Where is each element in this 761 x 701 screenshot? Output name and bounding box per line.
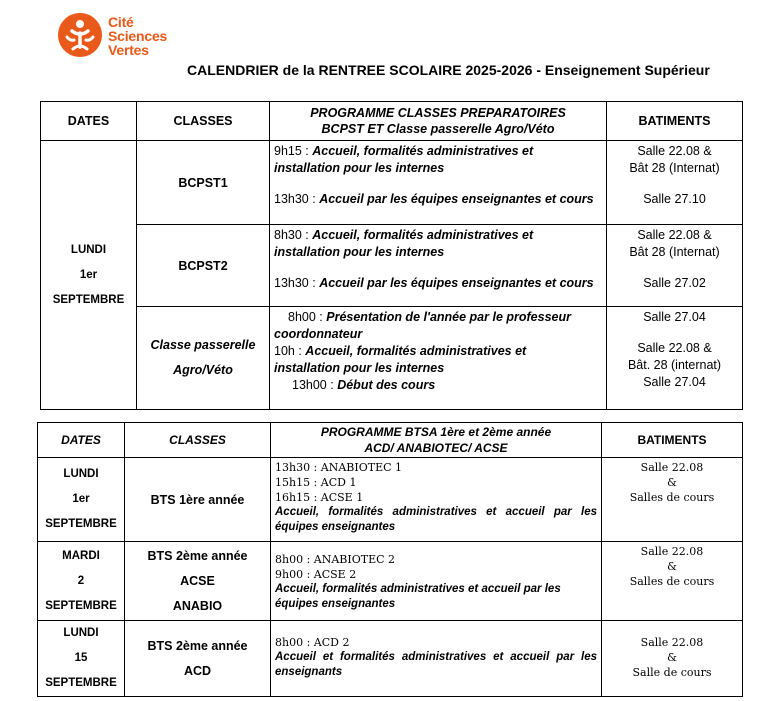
header-classes: CLASSES — [125, 423, 271, 458]
date-cell — [38, 621, 125, 697]
page-title: CALENDRIER de la RENTREE SCOLAIRE 2025-2026 - Enseignement Supérieur — [187, 62, 710, 78]
programme-subtitle: ACD/ ANABIOTEC/ ACSE — [364, 441, 508, 455]
activity: Accueil, formalités administratives et accueil par les équipes enseignantes — [275, 583, 561, 610]
room: & — [667, 560, 677, 573]
time: 9h15 : — [274, 144, 309, 158]
date-month: SEPTEMBRE — [45, 518, 117, 530]
activity: Accueil par les équipes enseignantes et cours — [319, 276, 594, 290]
activity: Présentation de l'année par le professeur — [326, 310, 571, 324]
room: Salle 22.08 — [640, 545, 704, 558]
activity: installation pour les internes — [274, 161, 445, 175]
date-day: LUNDI — [63, 627, 99, 639]
room: & — [667, 476, 677, 489]
activity: Accueil, formalités administratives et — [312, 144, 534, 158]
activity: installation pour les internes — [274, 361, 445, 375]
date-number: 15 — [74, 652, 88, 664]
room: Salle 22.08 & — [637, 228, 712, 242]
time: 8h00 : — [288, 310, 323, 324]
class-cell — [125, 621, 271, 697]
class-line: BTS 2ème année — [147, 548, 248, 563]
programme-subtitle: BCPST ET Classe passerelle Agro/Véto — [321, 122, 555, 136]
date-month: SEPTEMBRE — [45, 599, 117, 612]
room: Salle de cours — [632, 666, 712, 679]
room: Salle 22.08 & — [637, 144, 712, 158]
header-batiments: BATIMENTS — [607, 102, 743, 141]
date-month: SEPTEMBRE — [52, 293, 125, 306]
schedule-line: 13h30 : ANABIOTEC 1 — [275, 461, 403, 474]
room: Salle 22.08 — [640, 461, 704, 474]
class-line: ANABIO — [172, 598, 223, 613]
room: & — [667, 651, 677, 664]
batiment-cell — [607, 225, 743, 307]
class-line: Agro/Véto — [173, 363, 233, 377]
batiment-cell — [602, 542, 743, 621]
date-cell — [38, 542, 125, 621]
header-dates: DATES — [41, 102, 137, 141]
activity: Accueil, formalités administratives et — [305, 344, 527, 358]
activity: Début des cours — [337, 378, 436, 392]
schedule-line: 8h00 : ANABIOTEC 2 — [275, 553, 396, 566]
programme-cell — [271, 542, 602, 621]
batiment-cell — [607, 141, 743, 225]
room: Bât 28 (Internat) — [629, 161, 720, 175]
date-day: MARDI — [62, 549, 100, 562]
programme-cell — [270, 141, 607, 225]
header-row — [41, 102, 743, 141]
header-batiments: BATIMENTS — [602, 423, 743, 458]
room: Bât 28 (Internat) — [629, 245, 720, 259]
logo-line3: Vertes — [108, 42, 149, 58]
header-classes: CLASSES — [137, 102, 270, 141]
date-number: 1er — [72, 493, 90, 505]
time: 13h30 : — [274, 192, 316, 206]
header-programme — [271, 423, 602, 458]
time: 10h : — [274, 344, 302, 358]
schedule-line: 9h00 : ACSE 2 — [275, 568, 357, 581]
header-row — [38, 423, 743, 458]
schedule-line: 8h00 : ACD 2 — [275, 636, 350, 649]
activity: Accueil par les équipes enseignantes et cours — [319, 192, 594, 206]
programme-cell — [271, 458, 602, 542]
batiment-cell — [602, 458, 743, 542]
date-cell — [41, 141, 137, 410]
header-dates: DATES — [38, 423, 125, 458]
programme-cell — [271, 621, 602, 697]
class-cell: BTS 1ère année — [125, 458, 271, 542]
logo-text — [108, 15, 167, 57]
header-programme — [270, 102, 607, 141]
activity: coordonnateur — [274, 327, 363, 341]
table-row — [41, 141, 743, 225]
table-row — [38, 542, 743, 621]
programme-cell — [270, 225, 607, 307]
class-cell: BCPST2 — [137, 225, 270, 307]
programme-title: PROGRAMME CLASSES PREPARATOIRES — [310, 106, 566, 120]
table-row — [38, 621, 743, 697]
activity: Accueil, formalités administratives et accueil par les équipes enseignantes — [275, 506, 597, 533]
programme-cell — [270, 307, 607, 410]
table-row — [41, 307, 743, 410]
prepa-table — [40, 101, 743, 410]
class-line: ACD — [183, 663, 212, 678]
room: Bât. 28 (internat) — [627, 358, 722, 372]
batiment-cell — [602, 621, 743, 697]
table-row — [38, 458, 743, 542]
date-day: LUNDI — [70, 243, 107, 256]
room: Salle 27.04 — [643, 310, 706, 324]
logo-line2: Sciences — [108, 28, 168, 44]
table-row — [41, 225, 743, 307]
date-cell — [38, 458, 125, 542]
programme-title: PROGRAMME BTSA 1ère et 2ème année — [320, 425, 552, 439]
room: Salle 22.08 — [640, 636, 704, 649]
time: 13h00 : — [292, 378, 334, 392]
btsa-table — [37, 422, 743, 697]
schedule-line: 16h15 : ACSE 1 — [275, 491, 364, 504]
room: Salle 27.10 — [643, 192, 706, 206]
class-line: Classe passerelle — [150, 338, 256, 352]
room: Salle 22.08 & — [637, 341, 712, 355]
date-number: 2 — [77, 574, 85, 587]
room: Salles de cours — [629, 491, 715, 504]
class-line: BTS 2ème année — [147, 638, 248, 653]
logo-mark — [58, 13, 102, 57]
activity: Accueil et formalités administratives et accueil par les enseignants — [275, 651, 597, 678]
logo-line1: Cité — [108, 14, 134, 30]
batiment-cell — [607, 307, 743, 410]
schedule-line: 15h15 : ACD 1 — [275, 476, 357, 489]
date-month: SEPTEMBRE — [45, 677, 117, 689]
class-cell — [137, 307, 270, 410]
time: 8h30 : — [274, 228, 309, 242]
date-number: 1er — [79, 268, 98, 281]
room: Salle 27.04 — [643, 375, 706, 389]
room: Salles de cours — [629, 575, 715, 588]
time: 13h30 : — [274, 276, 316, 290]
activity: installation pour les internes — [274, 245, 445, 259]
logo — [58, 13, 188, 63]
class-cell — [125, 542, 271, 621]
room: Salle 27.02 — [643, 276, 706, 290]
activity: Accueil, formalités administratives et — [312, 228, 534, 242]
date-day: LUNDI — [63, 468, 99, 480]
class-cell: BCPST1 — [137, 141, 270, 225]
class-line: ACSE — [180, 573, 215, 588]
